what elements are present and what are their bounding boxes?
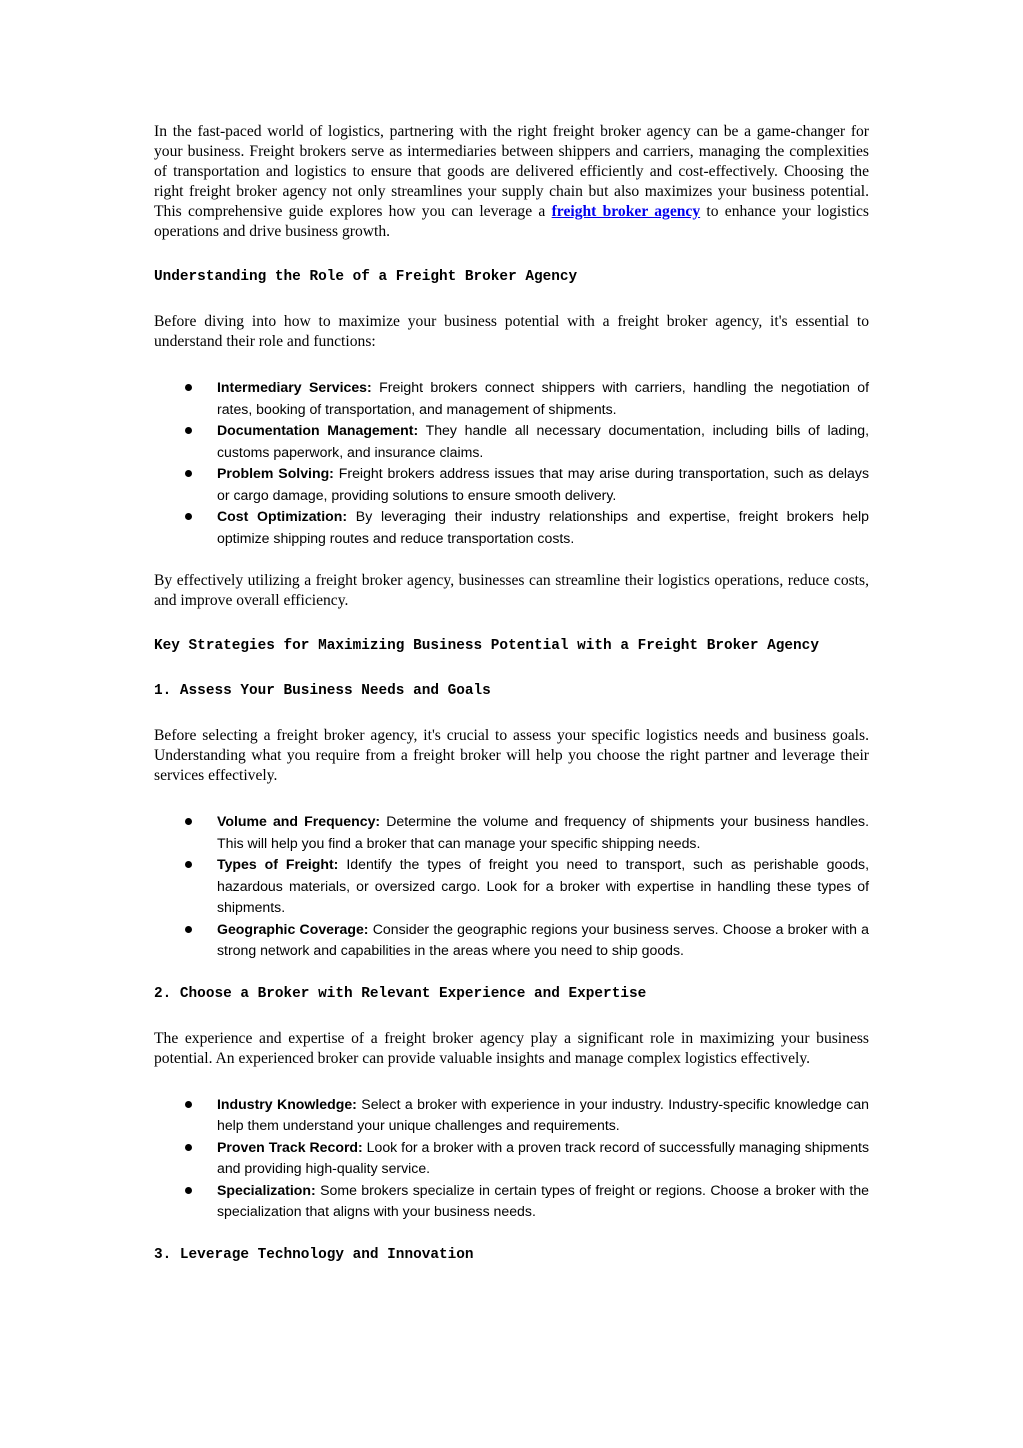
item-label: Problem Solving: [217, 465, 334, 481]
document-page [154, 122, 869, 1265]
item-text: Look for a broker with a proven track record of successfully managing shipments and providing high-quality service. [217, 1138, 869, 1176]
bullet-icon [185, 1101, 192, 1108]
bullet-icon [185, 384, 192, 391]
item-label: Industry Knowledge: [217, 1095, 357, 1112]
step2-paragraph: The experience and expertise of a freight broker agency play a significant role in maximizing your business potential. An experienced broker can provide valuable insights and manage complex logistics effectively. [154, 1029, 869, 1067]
heading-step-2: 2. Choose a Broker with Relevant Experience and Expertise [154, 985, 647, 1002]
step1-bullet-list [154, 811, 869, 962]
item-label: Specialization: [217, 1181, 316, 1198]
list-item [154, 420, 869, 463]
list-item [154, 811, 869, 854]
list-item [154, 854, 869, 919]
step1-paragraph: Before selecting a freight broker agency, it's crucial to assess your specific logistics needs and business goals. Understanding what you require from a freight broker will help you choose the right partner and leverage their services effectively. [154, 727, 869, 784]
heading-step-1: 1. Assess Your Business Needs and Goals [154, 683, 491, 699]
item-text: They handle all necessary documentation, including bills of lading, customs paperwork, and insurance claims. [217, 422, 869, 460]
bullet-icon [185, 926, 192, 933]
item-text: Select a broker with experience in your industry. Industry-specific knowledge can help them understand your unique challenges and requirements. [217, 1095, 869, 1133]
list-item [154, 463, 869, 506]
intro-text-end: to enhance your logistics operations and drive business growth. [154, 203, 869, 240]
item-label: Volume and Frequency: [217, 813, 381, 829]
list-item [154, 1137, 869, 1180]
heading-understanding-role: Understanding the Role of a Freight Broker Agency [154, 269, 578, 285]
role-bullet-list [154, 377, 869, 549]
list-item [154, 1094, 869, 1137]
role-intro-paragraph: Before diving into how to maximize your business potential with a freight broker agency, it's essential to understand their role and functions: [154, 313, 869, 350]
bullet-icon [185, 470, 192, 477]
intro-paragraph [154, 122, 869, 242]
bullet-icon [185, 818, 192, 825]
item-label: Geographic Coverage: [217, 920, 369, 937]
step2-bullet-list [154, 1094, 869, 1223]
item-text: Freight brokers address issues that may arise during transportation, such as delays or cargo damage, providing solutions to ensure smooth delivery. [217, 465, 869, 503]
role-closing-paragraph: By effectively utilizing a freight broker agency, businesses can streamline their logistics operations, reduce costs, and improve overall efficiency. [154, 572, 869, 609]
item-label: Intermediary Services: [217, 379, 372, 395]
item-label: Documentation Management: [217, 422, 419, 438]
list-item [154, 506, 869, 549]
heading-step-3: 3. Leverage Technology and Innovation [154, 1246, 474, 1263]
bullet-icon [185, 861, 192, 868]
heading-key-strategies: Key Strategies for Maximizing Business Potential with a Freight Broker Agency [154, 638, 819, 654]
item-text: Identify the types of freight you need to transport, such as perishable goods, hazardous materials, or oversized cargo. Look for a broker with expertise in handling these types of shipments. [217, 856, 869, 915]
item-label: Types of Freight: [217, 856, 339, 872]
list-item [154, 919, 869, 962]
item-text: Freight brokers connect shippers with carriers, handling the negotiation of rates, booking of transportation, and management of shipments. [217, 379, 870, 417]
bullet-icon [185, 427, 192, 434]
item-text: Some brokers specialize in certain types of freight or regions. Choose a broker with the specialization that aligns with your business needs. [217, 1181, 869, 1219]
item-label: Proven Track Record: [217, 1138, 363, 1155]
item-text: Determine the volume and frequency of shipments your business handles. This will help you find a broker that can manage your specific shipping needs. [217, 813, 869, 851]
bullet-icon [185, 1144, 192, 1151]
item-label: Cost Optimization: [217, 508, 348, 524]
item-text: By leveraging their industry relationships and expertise, freight brokers help optimize shipping routes and reduce transportation costs. [217, 508, 869, 546]
item-text: Consider the geographic regions your business serves. Choose a broker with a strong network and capabilities in the areas where you need to ship goods. [217, 920, 869, 958]
intro-text-start: In the fast-paced world of logistics, partnering with the right freight broker agency can be a game-changer for your business. Freight brokers serve as intermediaries between shippers and carriers, managing the complexities of transportation and logistics to ensure that goods are delivered efficiently and cost-effectively. Choosing the right freight broker agency not only streamlines your supply chain but also maximizes your business potential. This comprehensive guide explores how you can leverage a [154, 123, 869, 220]
freight-broker-agency-link[interactable]: freight broker agency [551, 203, 701, 220]
list-item [154, 1180, 869, 1223]
bullet-icon [185, 1187, 192, 1194]
bullet-icon [185, 513, 192, 520]
list-item [154, 377, 869, 420]
